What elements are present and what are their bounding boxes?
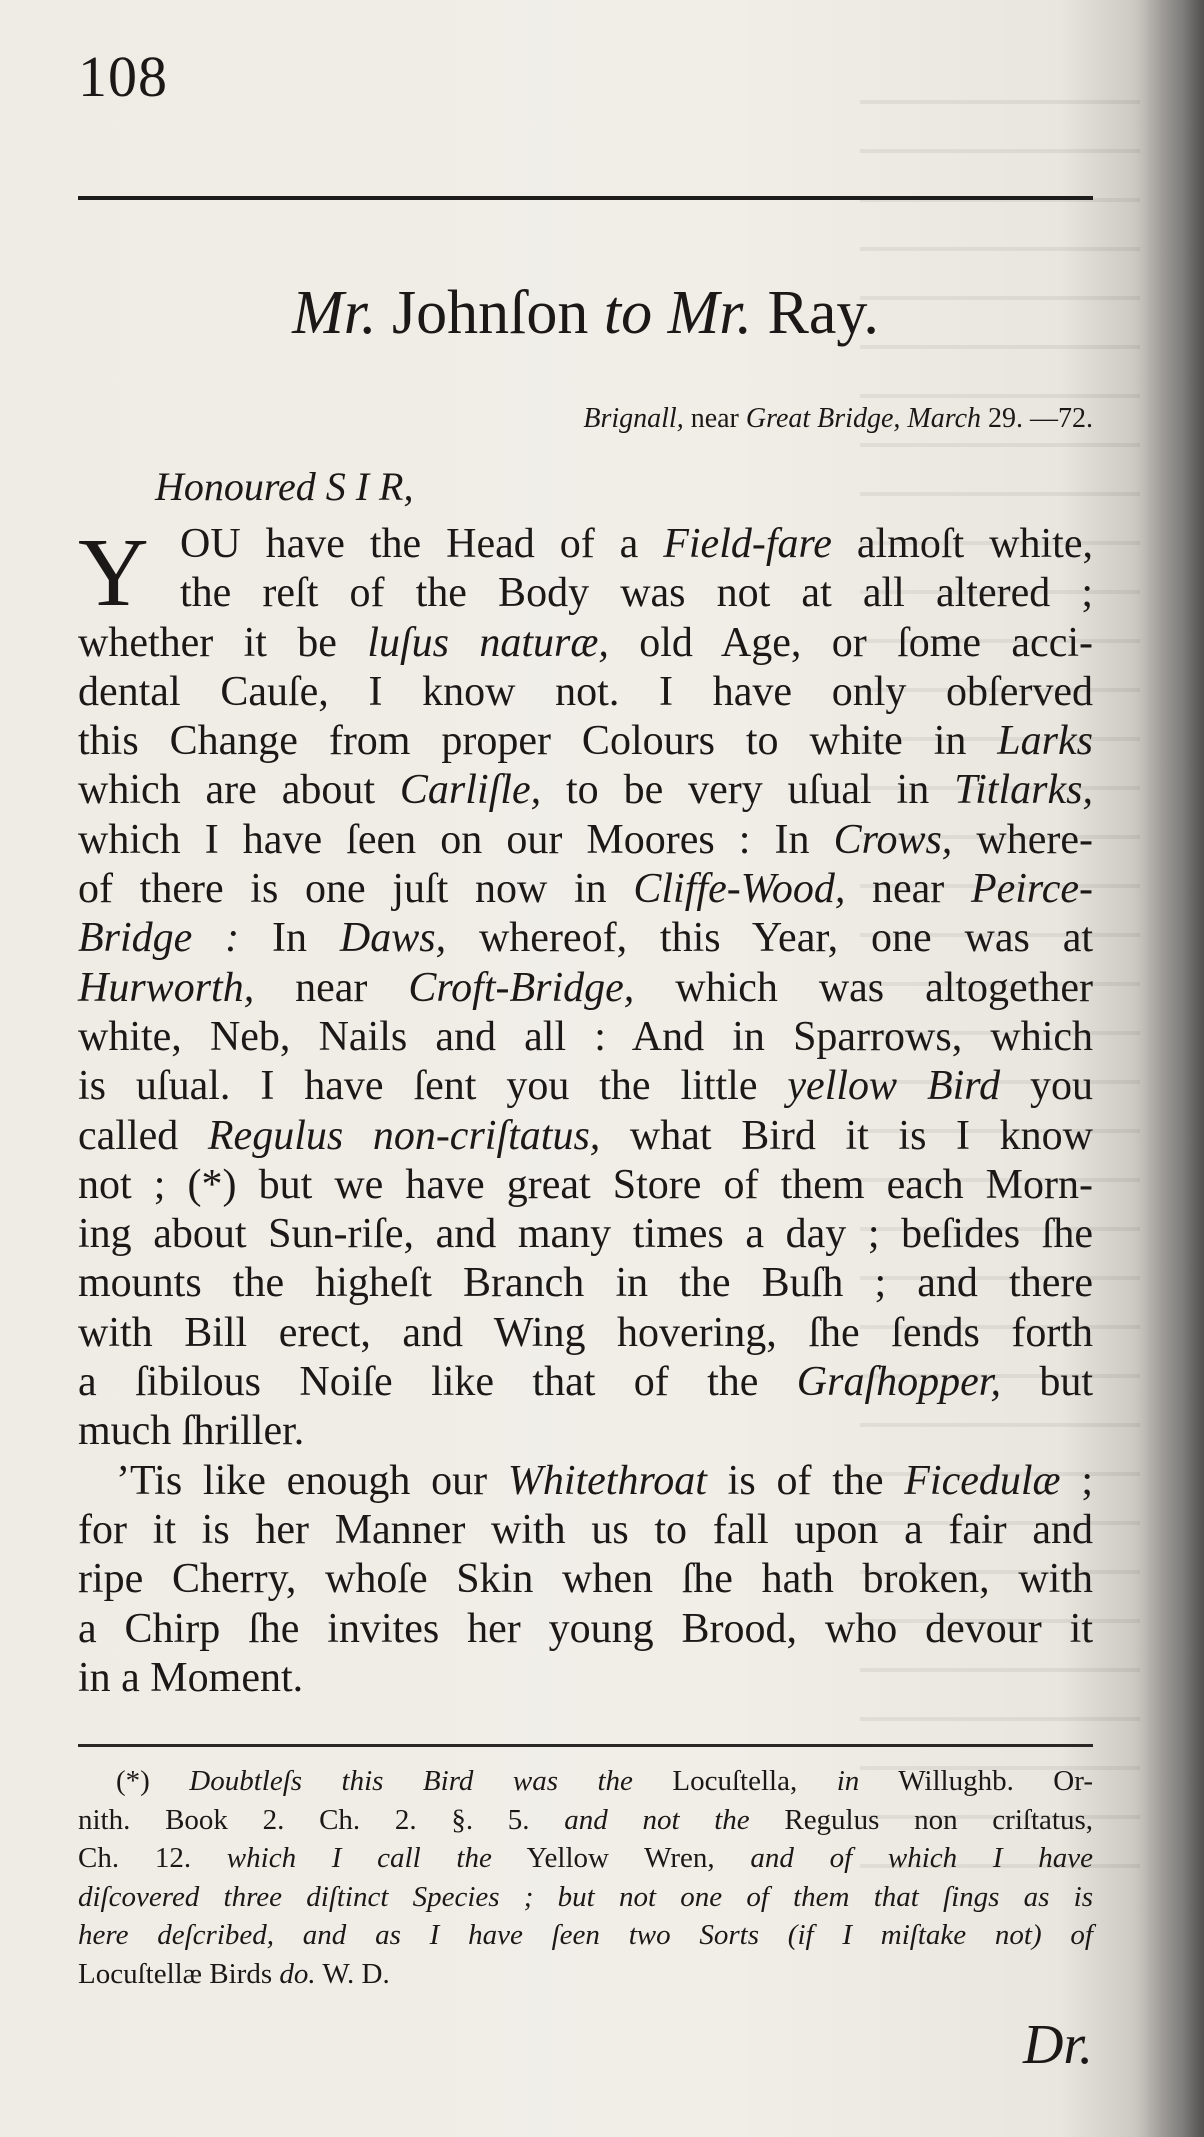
body-text: in a Moment.: [78, 1654, 304, 1701]
body-text: Regulus non-criſtatus,: [207, 1112, 601, 1159]
body-text: where-: [952, 816, 1093, 863]
body-text: with Bill erect, and Wing hovering, ſhe ſends forth: [78, 1309, 1093, 1356]
footnote-text: nith. Book 2. Ch. 2. §. 5.: [78, 1803, 565, 1836]
body-text: Croft-Bridge,: [408, 964, 635, 1011]
body-text: Carliſle,: [399, 767, 542, 814]
dateline-month: March: [907, 403, 981, 434]
footnote-line: [78, 1955, 1093, 1994]
dateline-near: near: [690, 403, 739, 434]
body-text: you: [1000, 1063, 1093, 1110]
body-text: white, Neb, Nails and all : And in Sparrows, which: [78, 1013, 1093, 1060]
body-text: Bridge :: [78, 915, 240, 962]
title-name-ray: Ray.: [767, 279, 879, 347]
body-text: Larks: [997, 718, 1093, 765]
body-text: Titlarks,: [954, 767, 1093, 814]
footnote-rule: [78, 1744, 1093, 1747]
body-text: not ; (*) but we have great Store of them each Morn-: [78, 1161, 1093, 1208]
footnote-line: [78, 1762, 1093, 1801]
body-text: ing about Sun-riſe, and many times a day ; beſides ſhe: [78, 1211, 1093, 1258]
dateline: [583, 405, 1093, 433]
letter-body: [78, 520, 1093, 1703]
footnote-text: W. D.: [315, 1957, 390, 1990]
body-line: [78, 865, 1093, 914]
body-text: what Bird it is I know: [600, 1112, 1093, 1159]
body-text: dental Cauſe, I know not. I have only obſerved: [78, 668, 1093, 715]
body-line: [78, 1555, 1093, 1604]
footnote-line: [78, 1801, 1093, 1840]
body-line: [78, 619, 1093, 668]
body-text: much ſhriller.: [78, 1408, 305, 1455]
body-text: whether it be: [78, 619, 368, 666]
footnote-text: Yellow Wren,: [491, 1842, 751, 1874]
body-text: Daws,: [339, 915, 447, 962]
body-line: [78, 1457, 1093, 1506]
dateline-day: 29. —72.: [988, 403, 1093, 434]
body-text: of there is one juſt now in: [78, 866, 634, 913]
footnote-line: [78, 1839, 1093, 1878]
body-line: [78, 766, 1093, 815]
footnote-text: in: [836, 1765, 860, 1797]
body-line: [78, 1309, 1093, 1358]
body-line: [78, 1112, 1093, 1161]
footnote: [78, 1762, 1093, 1993]
body-text: near: [254, 964, 409, 1011]
body-text: ;: [1060, 1457, 1094, 1504]
body-text: Ficedulæ: [904, 1457, 1061, 1504]
body-text: almoſt white,: [831, 521, 1093, 567]
body-text: luſus naturæ,: [367, 619, 609, 666]
body-text: Cliffe-Wood,: [633, 866, 846, 913]
body-text: called: [78, 1112, 208, 1159]
body-text: whereof, this Year, one was at: [446, 915, 1094, 962]
body-text: which was altogether: [634, 964, 1093, 1011]
body-text: Peirce-: [970, 866, 1093, 913]
body-text: this Change from proper Colours to white in: [78, 718, 998, 765]
body-line: [78, 1062, 1093, 1111]
footnote-text: diſcovered three diſtinct Species ; but not one of them that ſings as is: [78, 1880, 1093, 1913]
body-text: the reſt of the Body was not at all altered ;: [180, 570, 1093, 617]
body-line: [78, 569, 1093, 618]
body-text: near: [845, 866, 971, 913]
body-line: [78, 1161, 1093, 1210]
body-text: Whitethroat: [507, 1457, 707, 1504]
title-to: to: [603, 279, 653, 347]
footnote-text: Doubtleſs this Bird was the: [189, 1765, 633, 1797]
drop-cap: Y: [78, 519, 149, 627]
body-line: [78, 717, 1093, 766]
body-line: [78, 914, 1093, 963]
salutation: Honoured S I R,: [155, 464, 414, 509]
body-line: [78, 964, 1093, 1013]
footnote-text: Ch. 12.: [78, 1842, 227, 1874]
body-line: [78, 1407, 1093, 1456]
body-line: [78, 816, 1093, 865]
footnote-text: (*): [116, 1765, 190, 1797]
body-text: a ſibilous Noiſe like that of the: [78, 1359, 797, 1406]
body-text: old Age, or ſome acci-: [608, 619, 1093, 666]
header-rule: [78, 196, 1093, 200]
body-text: which are about: [78, 767, 400, 814]
body-text: OU have the Head of a: [180, 521, 664, 567]
body-text: but: [1000, 1359, 1094, 1406]
gutter-shadow: [1134, 0, 1204, 2137]
footnote-text: which I call the: [226, 1842, 492, 1874]
dateline-place: Brignall,: [583, 403, 684, 434]
body-line: [78, 668, 1093, 717]
body-text: ripe Cherry, whoſe Skin when ſhe hath broken, with: [78, 1556, 1093, 1603]
footnote-text: do.: [279, 1957, 316, 1990]
footnote-text: Regulus non criſtatus,: [749, 1803, 1093, 1836]
footnote-text: here deſcribed, and as I have ſeen two Sorts (if I miſtake not) of: [78, 1919, 1093, 1951]
title-mr-2: Mr.: [667, 279, 753, 347]
body-text: a Chirp ſhe invites her young Brood, who devour it: [78, 1605, 1093, 1652]
body-text: which I have ſeen on our Moores : In: [78, 816, 834, 863]
body-text: Hurworth,: [78, 964, 255, 1011]
body-line: [78, 1506, 1093, 1555]
catchword: Dr.: [1022, 2014, 1093, 2076]
title-name-johnson: Johnſon: [392, 279, 589, 347]
footnote-text: Willughb. Or-: [859, 1765, 1093, 1797]
body-line: [78, 1013, 1093, 1062]
footnote-line: [78, 1916, 1093, 1955]
body-line: [78, 1259, 1093, 1308]
body-text: ’Tis like enough our: [116, 1457, 508, 1504]
body-line: [78, 520, 1093, 569]
body-text: Field-fare: [663, 521, 832, 567]
body-text: to be very uſual in: [541, 767, 955, 814]
body-line: [78, 1605, 1093, 1654]
letter-title: [78, 279, 1093, 347]
body-text: yellow Bird: [787, 1063, 1001, 1110]
footnote-text: Locuſtellæ Birds: [78, 1957, 280, 1990]
footnote-text: and of which I have: [750, 1842, 1094, 1874]
footnote-text: and not the: [564, 1803, 750, 1836]
body-text: is of the: [706, 1457, 905, 1504]
page-number: 108: [78, 44, 168, 109]
body-text: is uſual. I have ſent you the little: [78, 1063, 788, 1110]
body-text: Graſhopper,: [796, 1359, 1001, 1406]
footnote-text: Locuſtella,: [632, 1765, 837, 1797]
body-text: for it is her Manner with us to fall upon a fair and: [78, 1506, 1093, 1553]
body-text: mounts the higheſt Branch in the Buſh ; and there: [78, 1260, 1093, 1307]
title-mr-1: Mr.: [292, 279, 377, 347]
body-line: [78, 1358, 1093, 1407]
body-line: [78, 1654, 1093, 1703]
body-text: Crows,: [833, 816, 953, 863]
body-text: In: [239, 915, 340, 962]
footnote-line: [78, 1878, 1093, 1917]
dateline-bridge: Great Bridge,: [745, 403, 901, 434]
body-line: [78, 1210, 1093, 1259]
